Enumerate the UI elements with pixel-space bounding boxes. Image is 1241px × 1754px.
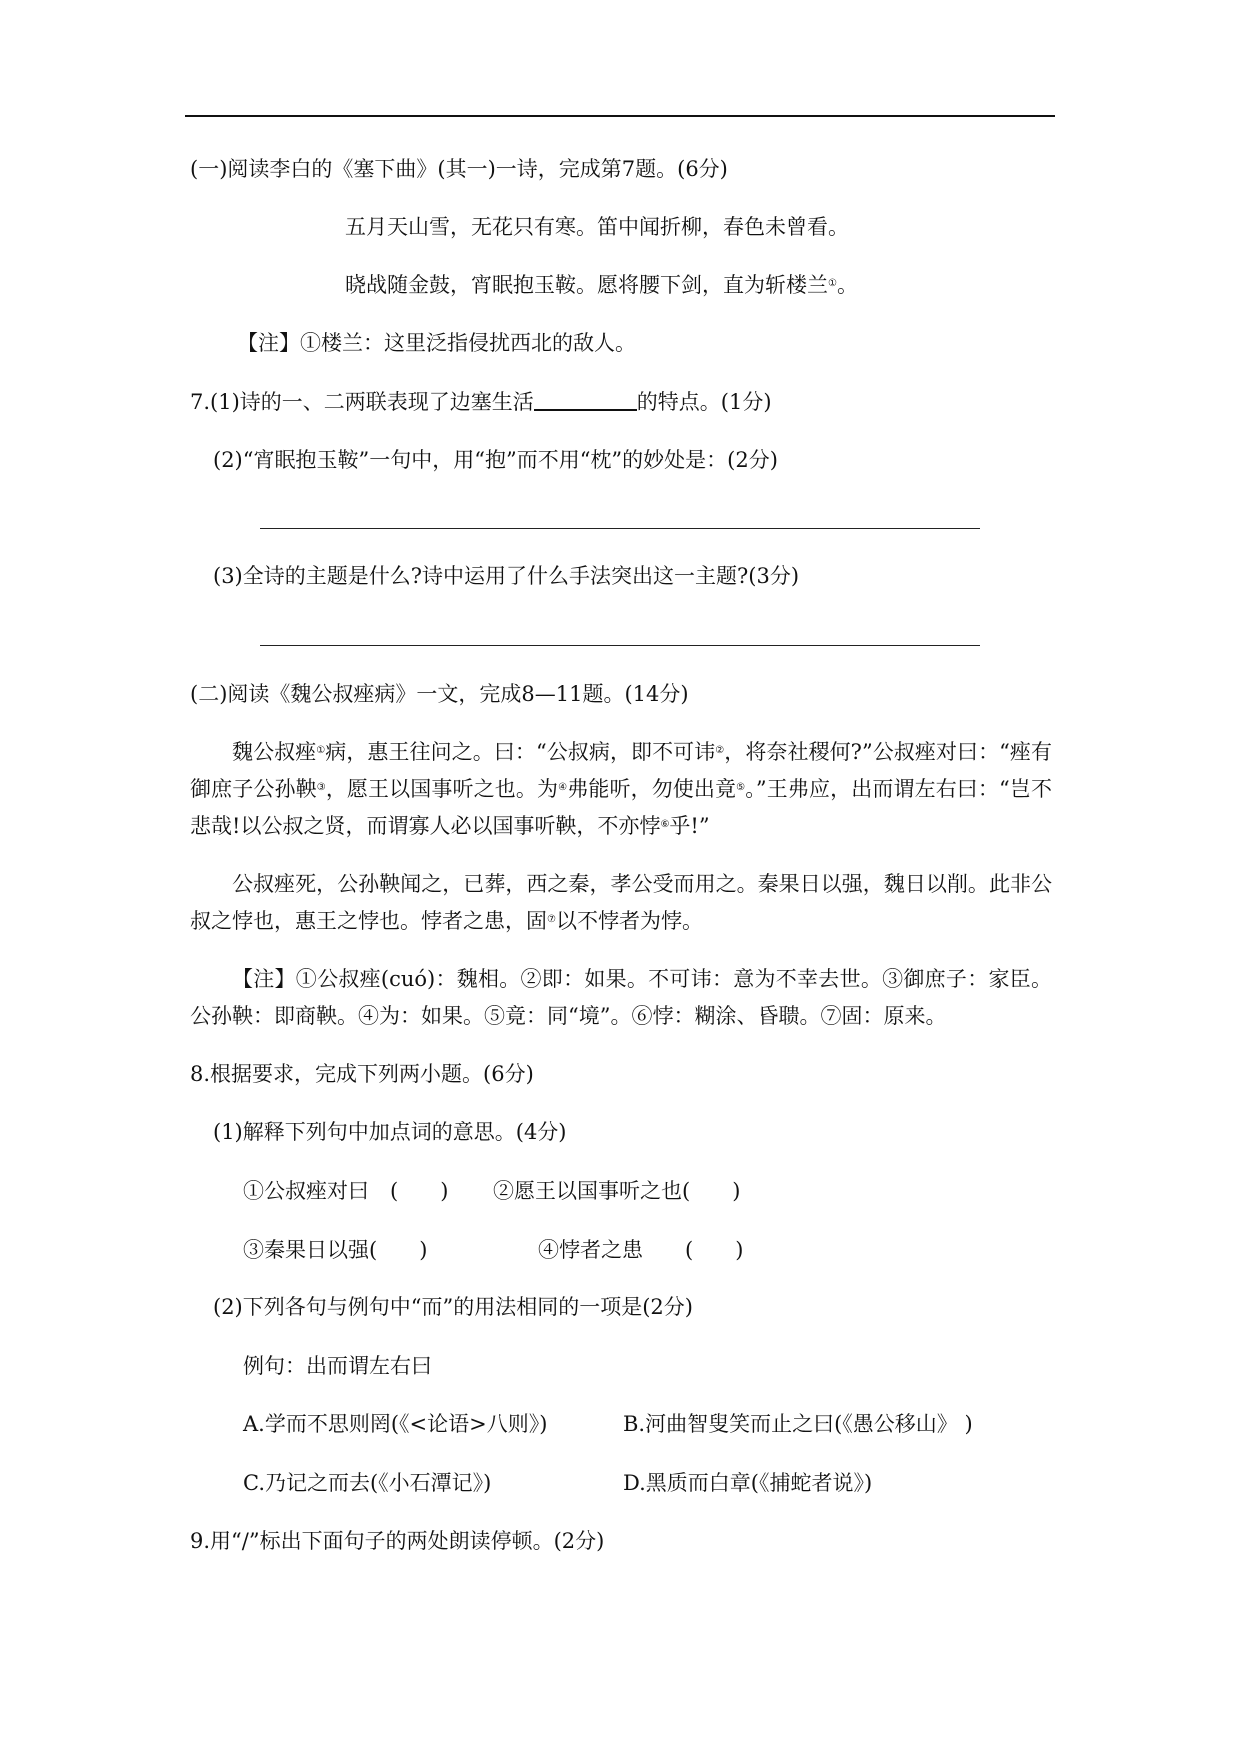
note-mark: ① [828, 278, 837, 289]
question-7-3: (3)全诗的主题是什么?诗中运用了什么手法突出这一主题?(3分) [213, 564, 800, 588]
poem-line-2 [345, 272, 858, 298]
passage-text: 。”王弗应，出而谓左右曰：“岂不悲哉!以公叔之贤，而谓寡人必以国事听鞅，不亦悖 [190, 777, 1053, 838]
option-d: D.黑质而白章(《捕蛇者说》) [623, 1471, 873, 1495]
note-mark: ④ [558, 782, 568, 793]
item-4: ④悖者之患 [538, 1238, 643, 1262]
poem-note: 【注】①楼兰：这里泛指侵扰西北的敌人。 [237, 331, 636, 355]
question-8: 8.根据要求，完成下列两小题。(6分) [190, 1062, 534, 1086]
passage-text: ，愿王以国事听之也。为 [325, 777, 559, 801]
question-7-1 [190, 389, 772, 415]
passage-note: 【注】①公叔痤(cuó)：魏相。②即：如果。不可讳：意为不幸去世。③御庶子：家臣。公孙鞅：即商鞅。④为：如果。⑤竟：同“境”。⑥悖：糊涂、昏聩。⑦固：原来。 [190, 967, 1052, 1028]
item-3: ③秦果日以强( ) [243, 1238, 428, 1262]
section1-heading: (一)阅读李白的《塞下曲》(其一)一诗，完成第7题。(6分) [190, 157, 728, 181]
question-9: 9.用“/”标出下面句子的两处朗读停顿。(2分) [190, 1529, 605, 1553]
poem-end: 。 [836, 273, 858, 297]
item-2: ②愿王以国事听之也( ) [493, 1179, 741, 1203]
passage-text: 魏公叔痤 [232, 740, 317, 764]
fill-blank[interactable] [534, 389, 637, 411]
question-8-2: (2)下列各句与例句中“而”的用法相同的一项是(2分) [213, 1295, 693, 1319]
note-mark: ⑦ [547, 914, 556, 925]
passage-paragraph-2 [190, 866, 1052, 940]
note-mark: ③ [316, 782, 326, 793]
poem-line-2-text: 晓战随金鼓，宵眠抱玉鞍。愿将腰下剑，直为斩楼兰 [345, 273, 828, 297]
option-a: A.学而不思则罔(《<论语>八则》) [243, 1412, 548, 1436]
option-c: C.乃记之而去(《小石潭记》) [243, 1471, 492, 1495]
poem-line-1: 五月天山雪，无花只有寒。笛中闻折柳，春色未曾看。 [345, 215, 849, 239]
section2-heading: (二)阅读《魏公叔痤病》一文，完成8—11题。(14分) [190, 682, 689, 706]
passage-text: ，将奈社稷何?”公叔痤对曰：“痤有御庶子公孙鞅 [190, 740, 1052, 801]
question-7-2: (2)“宵眠抱玉鞍”一句中，用“抱”而不用“枕”的妙处是：(2分) [213, 448, 778, 472]
passage-text: 以不悖者为悖。 [555, 909, 703, 933]
passage-paragraph-1 [190, 734, 1052, 845]
note-mark: ① [316, 745, 326, 756]
passage-text: 公叔痤死，公孙鞅闻之，已葬，西之秦，孝公受而用之。秦果日以强，魏日以削。此非公叔之悖也，惠王之悖也。悖者之患，固 [190, 872, 1052, 933]
note-mark: ⑥ [660, 819, 670, 830]
q7-1-suffix: 的特点。(1分) [636, 390, 772, 414]
item-4-blank: ( ) [685, 1238, 744, 1262]
passage-text: 弗能听，勿使出竟 [567, 777, 737, 801]
passage-text: 乎!” [669, 814, 710, 838]
note-mark: ② [715, 745, 725, 756]
note-mark: ⑤ [736, 782, 746, 793]
answer-line-7-2[interactable] [260, 528, 980, 529]
passage-text: 病，惠王往问之。曰：“公叔病，即不可讳 [325, 740, 716, 764]
example-sentence: 例句：出而谓左右曰 [243, 1354, 432, 1378]
q7-1-text: 7.(1)诗的一、二两联表现了边塞生活 [190, 390, 534, 414]
header-rule [185, 115, 1055, 117]
question-8-1: (1)解释下列句中加点词的意思。(4分) [213, 1120, 567, 1144]
answer-line-7-3[interactable] [260, 645, 980, 646]
item-1: ①公叔痤对曰 ( ) [243, 1179, 449, 1203]
option-b: B.河曲智叟笑而止之曰(《愚公移山》 ) [623, 1412, 973, 1436]
